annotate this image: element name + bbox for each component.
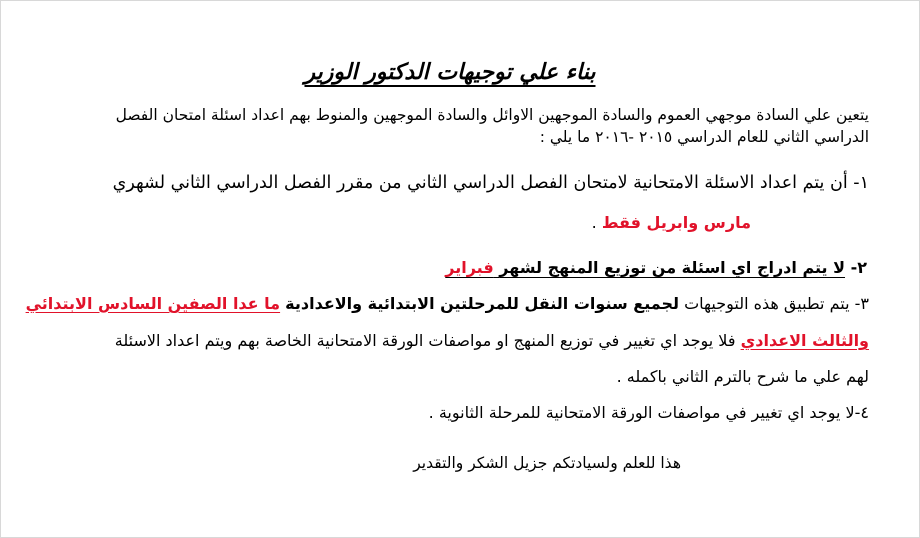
item-3-highlight-b: والثالث الاعدادي (740, 331, 869, 350)
item-3-line-2 (115, 331, 869, 350)
item-1-line-1 (113, 173, 869, 193)
item-3-text-a: يتم تطبيق هذه التوجيهات (684, 294, 850, 313)
intro-line-2: الدراسي الثاني للعام الدراسي ٢٠١٥ -٢٠١٦ ما يلي : (539, 128, 869, 146)
item-4-text: لا يوجد اي تغيير في مواصفات الورقة الامتحانية للمرحلة الثانوية . (428, 403, 855, 422)
item-3-highlight-a: ما عدا الصفين السادس الابتدائي (25, 294, 281, 313)
item-3-text-c: فلا يوجد اي تغيير في توزيع المنهج او مواصفات الورقة الامتحانية الخاصة بهم ويتم اعداد الاسئلة (114, 331, 736, 350)
intro-line-1: يتعين علي السادة موجهي العموم والسادة الموجهين الاوائل والسادة الموجهين والمنوط بهم اعداد اسئلة امتحان الفصل (115, 106, 869, 124)
item-2-highlight: فبراير (445, 258, 494, 277)
closing-line: هذا للعلم ولسيادتكم جزيل الشكر والتقدير (413, 454, 681, 472)
item-4-number: ٤- (854, 403, 869, 422)
item-2-number: ٢- (850, 258, 867, 277)
item-3-line-3: لهم علي ما شرح بالترم الثاني باكمله . (616, 367, 869, 386)
item-3-number: ٣- (854, 294, 869, 313)
title-text: بناء علي توجيهات الدكتور الوزير (304, 59, 596, 85)
item-4-line (429, 403, 869, 422)
item-1-line-2 (592, 213, 751, 232)
item-3-line-1 (26, 294, 869, 313)
item-1-text: أن يتم اعداد الاسئلة الامتحانية لامتحان الفصل الدراسي الثاني من مقرر الفصل الدراسي الثاني لشهري (112, 173, 848, 193)
item-1-number: ١- (853, 173, 869, 193)
item-1-highlight: مارس وابريل فقط (601, 213, 751, 232)
item-2-line (445, 258, 867, 277)
item-2-text: لا يتم ادراج اي اسئلة من توزيع المنهج لشهر (499, 258, 846, 277)
item-1-end: . (591, 213, 602, 232)
document-title (1, 59, 920, 85)
item-3-text-b: لجميع سنوات النقل للمرحلتين الابتدائية والاعدادية (285, 294, 679, 313)
item-2-underlined (445, 258, 845, 277)
